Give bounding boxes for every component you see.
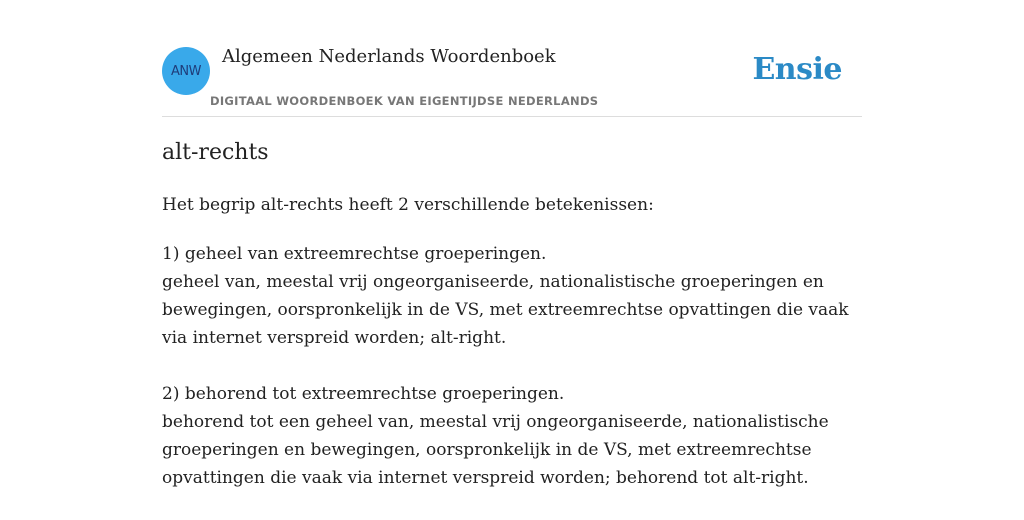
- site-subtitle: DIGITAAL WOORDENBOEK VAN EIGENTIJDSE NEDERLANDS: [210, 94, 599, 108]
- site-title[interactable]: Algemeen Nederlands Woordenboek: [222, 46, 556, 67]
- entry-headword: alt-rechts: [162, 140, 269, 165]
- meaning-title: 2) behorend tot extreemrechtse groeperingen.: [162, 384, 565, 404]
- meanings-list: [162, 240, 862, 520]
- meaning-title: 1) geheel van extreemrechtse groeperingen.: [162, 244, 547, 264]
- anw-logo[interactable]: [162, 47, 210, 95]
- meaning-item: [162, 380, 862, 492]
- entry-card: [162, 0, 862, 512]
- entry-intro: Het begrip alt-rechts heeft 2 verschillende betekenissen:: [162, 195, 654, 215]
- ensie-brand-link[interactable]: Ensie: [752, 52, 842, 87]
- meaning-definition: behorend tot een geheel van, meestal vrij ongeorganiseerde, nationalistische groeperingen en bewegingen, oorspronkelijk in de VS, met extreemrechtse opvattingen die vaak via internet verspreid worden; behorend tot alt-right.: [162, 412, 829, 488]
- anw-logo-text: ANW: [171, 63, 201, 79]
- page-header: [162, 0, 862, 117]
- meaning-definition: geheel van, meestal vrij ongeorganiseerde, nationalistische groeperingen en bewegingen, oorspronkelijk in de VS, met extreemrechtse opvattingen die vaak via internet verspreid worden; alt-right.: [162, 272, 849, 348]
- meaning-item: [162, 240, 862, 352]
